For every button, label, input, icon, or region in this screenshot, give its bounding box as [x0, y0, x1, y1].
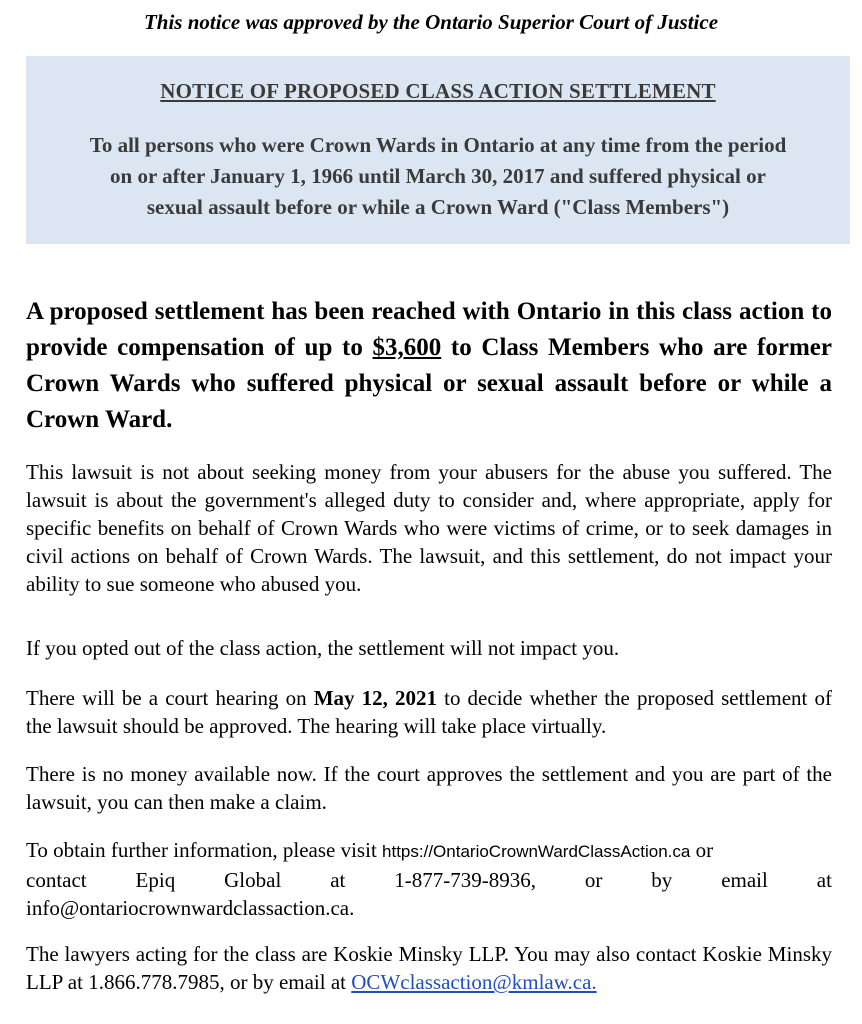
contact-word: at — [816, 868, 832, 892]
contact-word: by — [651, 868, 673, 892]
contact-word: contact — [26, 868, 87, 892]
contact-word: at — [330, 868, 346, 892]
notice-subtitle-line: To all persons who were Crown Wards in Ontario at any time from the period — [89, 133, 787, 157]
information-text: or — [690, 838, 714, 862]
contact-word: email — [721, 868, 768, 892]
summary-text: to Class Members who are former Crown Wards who suffered physical or sexual assault before or while a Crown Ward. — [26, 334, 832, 433]
info-email[interactable]: info@ontariocrownwardclassaction.ca. — [26, 896, 355, 920]
phone-number: 1-877-739-8936, — [394, 868, 536, 892]
contact-line — [26, 866, 832, 894]
hearing-text: to decide whether the proposed settlement of the lawsuit should be approved. The hearing will take place virtually. — [26, 686, 833, 738]
information-paragraph — [26, 836, 832, 922]
lawyers-paragraph — [26, 940, 832, 996]
notice-subtitle-line: on or after January 1, 1966 until March 30, 2017 and suffered physical or — [110, 164, 766, 188]
notice-subtitle-line: sexual assault before or while a Crown Ward ("Class Members") — [146, 195, 730, 219]
notice-title: NOTICE OF PROPOSED CLASS ACTION SETTLEMENT — [160, 79, 716, 103]
hearing-date: May 12, 2021 — [313, 686, 437, 710]
contact-word: Global — [224, 868, 282, 892]
hearing-text: There will be a court hearing on — [26, 686, 314, 710]
settlement-summary — [26, 294, 832, 438]
court-hearing-paragraph — [26, 684, 832, 740]
claim-paragraph: There is no money available now. If the court approves the settlement and you are part of the lawsuit, you can then make a claim. — [26, 762, 832, 814]
compensation-amount: $3,600 — [372, 334, 442, 361]
website-link[interactable]: https://OntarioCrownWardClassAction.ca — [382, 842, 691, 861]
lawyers-email-link[interactable]: OCWclassaction@kmlaw.ca. — [351, 970, 597, 994]
information-line — [26, 836, 832, 866]
lawyers-text: The lawyers acting for the class are Koskie Minsky LLP. You may also contact Koskie Minsky LLP at 1.866.778.7985, or by email at — [26, 942, 832, 994]
summary-text: A proposed settlement has been reached with Ontario in this class action to provide compensation of up to — [26, 298, 832, 361]
information-text: To obtain further information, please visit — [26, 838, 383, 862]
notice-subtitle — [26, 130, 850, 223]
contact-word: Epiq — [135, 868, 176, 892]
approval-note: This notice was approved by the Ontario Superior Court of Justice — [143, 10, 719, 34]
opt-out-paragraph: If you opted out of the class action, the settlement will not impact you. — [26, 636, 620, 660]
lawsuit-purpose-paragraph: This lawsuit is not about seeking money from your abusers for the abuse you suffered. The lawsuit is about the government's alleged duty to consider and, where appropriate, apply for specific benefits on behalf of Crown Wards who were victims of crime, or to seek damages in civil actions on behalf of Crown Wards. The lawsuit, and this settlement, do not impact your ability to sue someone who abused you. — [26, 460, 832, 596]
notice-banner — [26, 56, 850, 244]
contact-word: or — [584, 868, 603, 892]
